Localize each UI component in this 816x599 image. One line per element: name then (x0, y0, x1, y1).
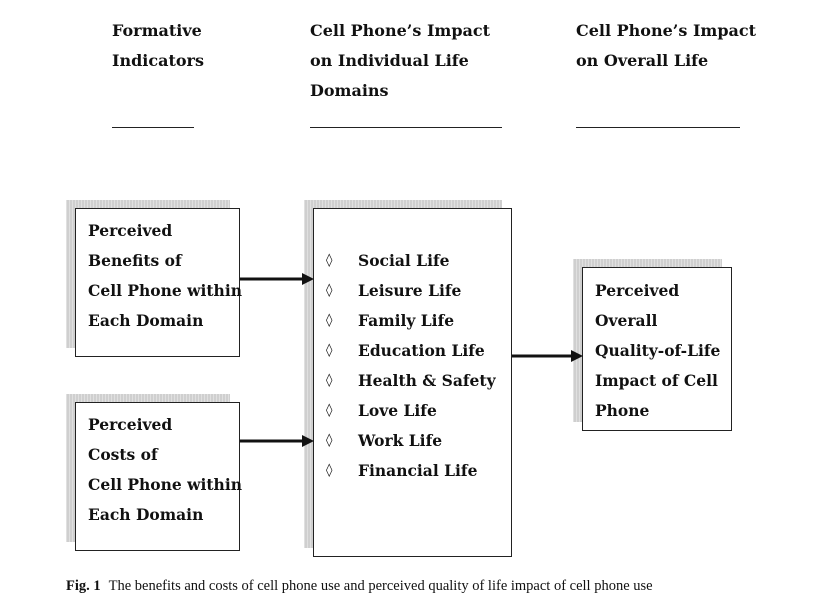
diamond-bullet-icon: ◊ (326, 283, 333, 298)
domain-label: Leisure Life (358, 281, 462, 300)
overall-line: Perceived (595, 281, 680, 300)
costs-line: Costs of (88, 445, 158, 464)
diamond-bullet-icon: ◊ (326, 403, 333, 418)
costs-line: Cell Phone within (88, 475, 242, 494)
benefits-line: Perceived (88, 221, 173, 240)
diamond-bullet-icon: ◊ (326, 433, 333, 448)
header-individual-life-domains: Cell Phone’s Impact on Individual Life Domains (310, 21, 491, 100)
benefits-line: Each Domain (88, 311, 204, 330)
arrow-costs-to-domains (240, 435, 314, 447)
domain-label: Education Life (358, 341, 485, 360)
domain-label: Financial Life (358, 461, 478, 480)
diamond-bullet-icon: ◊ (326, 253, 333, 268)
domain-label: Social Life (358, 251, 450, 270)
overall-line: Impact of Cell (595, 371, 718, 390)
diamond-bullet-icon: ◊ (326, 373, 333, 388)
arrow-domains-to-overall (512, 350, 583, 362)
costs-line: Each Domain (88, 505, 204, 524)
domain-label: Health & Safety (358, 371, 496, 390)
domain-label: Work Life (358, 431, 443, 450)
figure-caption (66, 578, 653, 595)
costs-line: Perceived (88, 415, 173, 434)
header-formative-indicators: Formative Indicators (112, 21, 204, 70)
domain-label: Love Life (358, 401, 437, 420)
overall-line: Overall (595, 311, 658, 330)
header-overall-life: Cell Phone’s Impact on Overall Life (576, 21, 757, 70)
arrow-benefits-to-domains (240, 273, 314, 285)
overall-line: Quality-of-Life (595, 341, 721, 360)
figure-caption-text: The benefits and costs of cell phone use and perceived quality of life impact of cell phone use (108, 578, 653, 594)
diamond-bullet-icon: ◊ (326, 313, 333, 328)
figure-label: Fig. 1 (66, 578, 101, 594)
benefits-line: Cell Phone within (88, 281, 242, 300)
benefits-line: Benefits of (88, 251, 182, 270)
diamond-bullet-icon: ◊ (326, 343, 333, 358)
domain-label: Family Life (358, 311, 455, 330)
diamond-bullet-icon: ◊ (326, 463, 333, 478)
overall-line: Phone (595, 401, 650, 420)
